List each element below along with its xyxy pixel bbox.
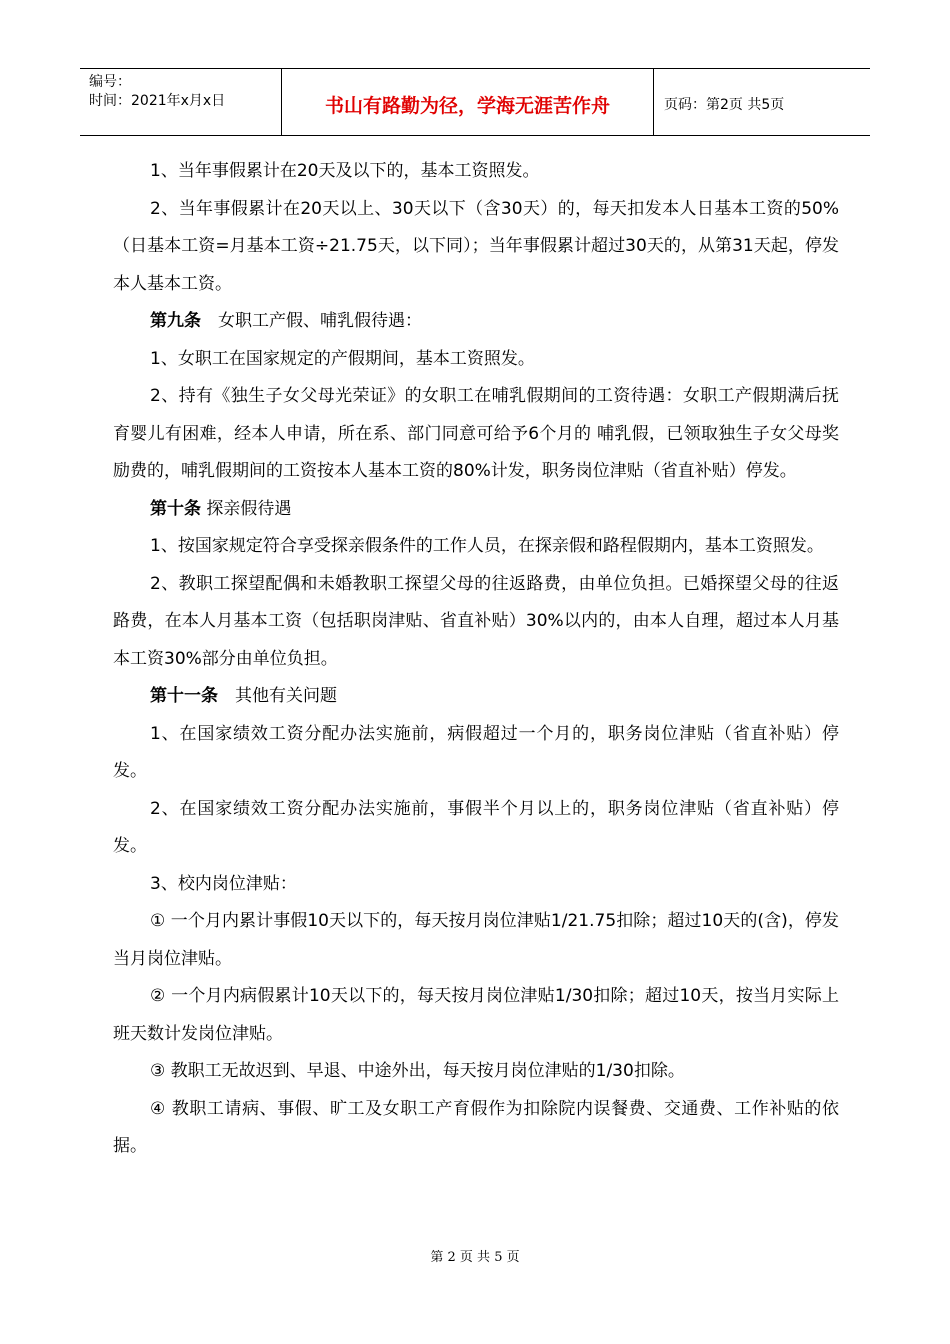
paragraph: 1、在国家绩效工资分配办法实施前，病假超过一个月的，职务岗位津贴（省直补贴）停发。 — [113, 723, 839, 781]
header-page-cell — [654, 69, 870, 135]
article-number: 第九条 — [150, 311, 201, 331]
page-header — [80, 68, 870, 136]
article-title: 女职工产假、哺乳假待遇： — [201, 311, 422, 331]
paragraph: ① 一个月内累计事假10天以下的，每天按月岗位津贴1/21.75扣除；超过10天的(含)，停发当月岗位津贴。 — [113, 911, 839, 969]
paragraph: ④ 教职工请病、事假、旷工及女职工产育假作为扣除院内误餐费、交通费、工作补贴的依据。 — [113, 1098, 839, 1156]
paragraph: ② 一个月内病假累计10天以下的，每天按月岗位津贴1/30扣除；超过10天，按当月实际上班天数计发岗位津贴。 — [113, 986, 839, 1044]
motto-text: 书山有路勤为径，学海无涯苦作舟 — [324, 94, 610, 117]
paragraph: 1、女职工在国家规定的产假期间，基本工资照发。 — [150, 348, 535, 369]
header-info-cell — [80, 69, 282, 135]
header-motto-cell — [282, 69, 654, 135]
article-heading — [113, 678, 839, 716]
paragraph: 3、校内岗位津贴： — [150, 873, 297, 894]
document-body — [113, 153, 839, 1166]
paragraph: 1、当年事假累计在20天及以下的，基本工资照发。 — [150, 161, 540, 181]
article-number: 第十一条 — [150, 686, 218, 706]
paragraph: 2、持有《独生子女父母光荣证》的女职工在哺乳假期间的工资待遇：女职工产假期满后抚育婴儿有困难，经本人申请，所在系、部门同意可给予6个月的 哺乳假，已领取独生子女父母奖励费的，哺乳假期间的工资按本人基本工资的80%计发，职务岗位津贴（省直补贴）停发。 — [113, 386, 839, 481]
footer-page-number: 第 2 页 共 5 页 — [430, 1250, 520, 1265]
paragraph: 2、在国家绩效工资分配办法实施前，事假半个月以上的，职务岗位津贴（省直补贴）停发。 — [113, 798, 839, 856]
paragraph: 1、按国家规定符合享受探亲假条件的工作人员，在探亲假和路程假期内，基本工资照发。 — [150, 536, 824, 556]
article-heading — [113, 303, 839, 341]
paragraph: ③ 教职工无故迟到、早退、中途外出，每天按月岗位津贴的1/30扣除。 — [150, 1061, 685, 1081]
article-number: 第十条 — [150, 498, 201, 519]
page-number-label: 页码：第2页 共5页 — [664, 97, 785, 113]
date-label: 时间：2021年x月x日 — [89, 93, 226, 109]
page-footer — [0, 1246, 950, 1265]
paragraph: 2、当年事假累计在20天以上、30天以下（含30天）的，每天扣发本人日基本工资的50%（日基本工资=月基本工资÷21.75天，以下同）；当年事假累计超过30天的，从第31天起，停发本人基本工资。 — [113, 198, 839, 294]
article-title: 探亲假待遇 — [201, 498, 292, 519]
number-label: 编号： — [89, 74, 131, 90]
article-heading — [113, 491, 839, 529]
article-title: 其他有关问题 — [218, 686, 337, 706]
paragraph: 2、教职工探望配偶和未婚教职工探望父母的往返路费，由单位负担。已婚探望父母的往返路费，在本人月基本工资（包括职岗津贴、省直补贴）30%以内的，由本人自理，超过本人月基本工资30%部分由单位负担。 — [113, 573, 839, 669]
